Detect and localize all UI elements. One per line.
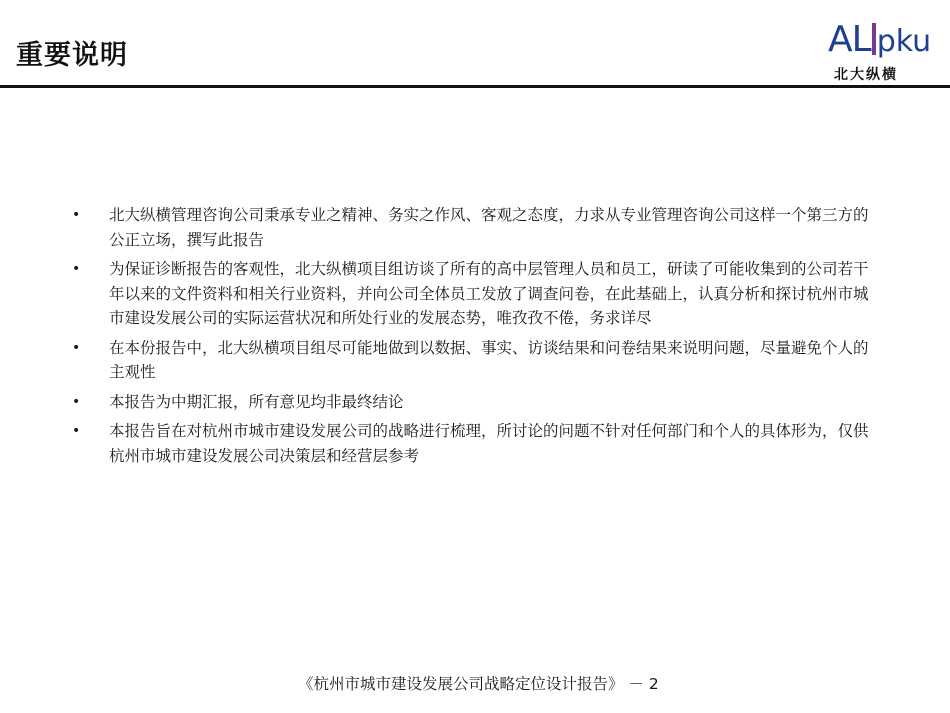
note-text: 为保证诊断报告的客观性，北大纵横项目组访谈了所有的高中层管理人员和员工，研读了可能收集到的公司若干年以来的文件资料和相关行业资料，并向公司全体员工发放了调查问卷，在此基础上，认真分析和探讨杭州市城市建设发展公司的实际运营状况和所处行业的发展态势，唯孜孜不倦，务求详尽	[109, 260, 869, 327]
note-text: 本报告为中期汇报，所有意见均非最终结论	[109, 392, 404, 411]
note-text: 在本份报告中，北大纵横项目组尽可能地做到以数据、事实、访谈结果和问卷结果来说明问题，尽量避免个人的主观性	[109, 338, 869, 381]
logo-text-al: AL	[828, 19, 871, 60]
logo-chinese-name: 北大纵横	[834, 67, 898, 83]
notes-list	[70, 203, 870, 473]
header-divider	[0, 85, 950, 88]
page-footer: 《杭州市城市建设发展公司战略定位设计报告》 － 2	[298, 675, 659, 693]
note-item-1	[70, 203, 870, 252]
bullet-icon: •	[72, 207, 81, 223]
bullet-icon: •	[72, 393, 81, 410]
bullet-icon: •	[72, 261, 81, 277]
note-item-4	[70, 390, 870, 415]
company-logo	[826, 20, 938, 84]
note-item-2	[70, 257, 870, 331]
bullet-icon: •	[72, 423, 81, 439]
bullet-icon: •	[72, 339, 81, 356]
note-item-5	[70, 419, 870, 468]
note-item-3	[70, 336, 870, 385]
logo-text-pku: pku	[876, 24, 932, 59]
note-text: 本报告旨在对杭州市城市建设发展公司的战略进行梳理，所讨论的问题不针对任何部门和个人的具体形为，仅供杭州市城市建设发展公司决策层和经营层参考	[109, 422, 869, 465]
logo-wordmark	[828, 20, 931, 60]
note-text: 北大纵横管理咨询公司秉承专业之精神、务实之作风、客观之态度，力求从专业管理咨询公司这样一个第三方的公正立场，撰写此报告	[109, 206, 869, 249]
page-title: 重要说明	[16, 40, 128, 71]
logo-bar-mark	[872, 23, 876, 55]
